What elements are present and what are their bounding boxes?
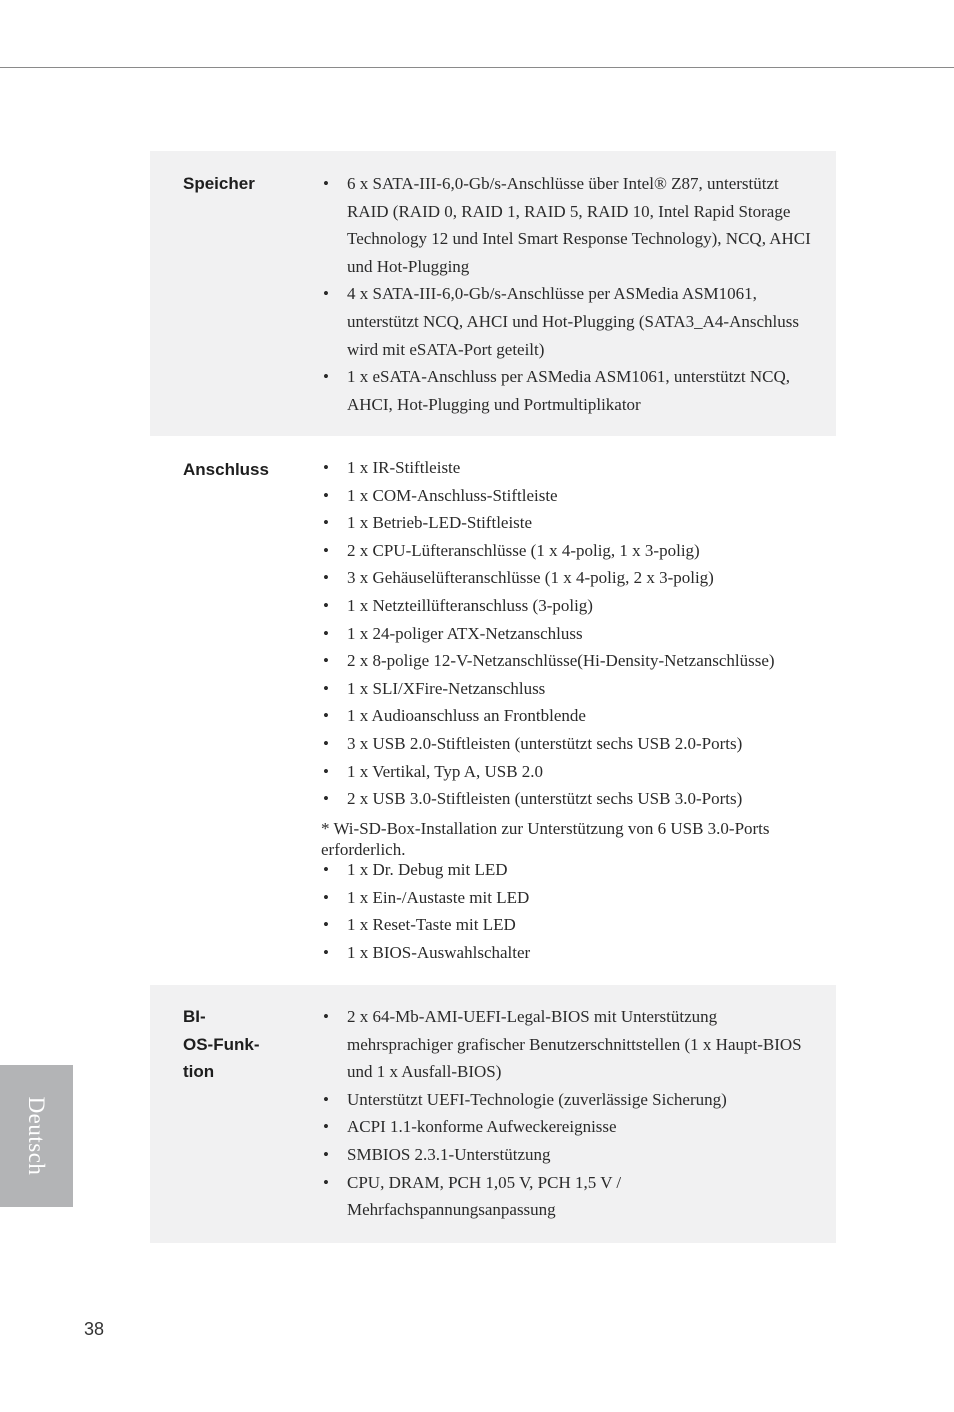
bullet: • — [323, 1172, 329, 1192]
list-item — [321, 1169, 817, 1224]
section-label-line: OS-Funk- — [183, 1034, 260, 1054]
list-item — [321, 363, 817, 418]
bullet: • — [323, 485, 329, 505]
bullet: • — [323, 513, 329, 533]
section-label-speicher: Speicher — [183, 174, 255, 193]
list-item-text: 1 x Netzteillüfteranschluss (3-polig) — [347, 595, 593, 615]
list-item-text: 6 x SATA-III-6,0-Gb/s-Anschlüsse über Intel® Z87, unterstützt RAID (RAID 0, RAID 1, RAID 5, RAID 10, Intel Rapid Storage Technology 12 und Intel Smart Response Technology), NCQ, AHCI und Hot-Plugging — [347, 174, 811, 276]
list-item — [321, 1113, 817, 1141]
list-item — [321, 939, 817, 967]
list-item-text: 3 x Gehäuselüfteranschlüsse (1 x 4-polig, 2 x 3-polig) — [347, 568, 714, 588]
bullet: • — [323, 761, 329, 781]
list-item — [321, 675, 817, 703]
footnote: * Wi-SD-Box-Installation zur Unterstützung von 6 USB 3.0-Ports erforderlich. — [321, 819, 770, 859]
list-item — [321, 280, 817, 363]
list-item-text: 1 x eSATA-Anschluss per ASMedia ASM1061, unterstützt NCQ, AHCI, Hot-Plugging und Portmultiplikator — [347, 367, 790, 414]
list-item-text: 1 x COM-Anschluss-Stiftleiste — [347, 485, 558, 505]
anschluss-list-continued — [321, 856, 817, 966]
list-item-text: 4 x SATA-III-6,0-Gb/s-Anschlüsse per ASMedia ASM1061, unterstützt NCQ, AHCI und Hot-Plugging (SATA3_A4-Anschluss wird mit eSATA-Port geteilt) — [347, 284, 799, 359]
list-item-text: 2 x USB 3.0-Stiftleisten (unterstützt sechs USB 3.0-Ports) — [347, 789, 743, 809]
bullet: • — [323, 458, 329, 477]
list-item — [321, 482, 817, 510]
list-item — [321, 1003, 817, 1086]
bullet: • — [323, 651, 329, 671]
list-item — [321, 884, 817, 912]
section-label-line: tion — [183, 1062, 215, 1081]
bullet: • — [323, 284, 329, 304]
bios-list — [321, 1003, 817, 1224]
bullet: • — [323, 860, 329, 879]
bullet: • — [323, 367, 329, 387]
speicher-list — [321, 170, 817, 418]
anschluss-list — [321, 454, 817, 813]
bullet: • — [323, 595, 329, 615]
list-item-text: 1 x 24-poliger ATX-Netzanschluss — [347, 623, 583, 643]
list-item — [321, 1086, 817, 1114]
list-item-text: 2 x 8-polige 12-V-Netzanschlüsse(Hi-Density-Netzanschlüsse) — [347, 651, 775, 671]
bullet: • — [323, 540, 329, 560]
language-side-tab — [0, 1065, 73, 1207]
bullet: • — [323, 1144, 329, 1164]
section-speicher — [150, 151, 836, 436]
bullet: • — [323, 568, 329, 588]
list-item — [321, 170, 817, 280]
list-item-text: Unterstützt UEFI-Technologie (zuverlässige Sicherung) — [347, 1089, 727, 1109]
list-item-text: 2 x 64-Mb-AMI-UEFI-Legal-BIOS mit Unterstützung mehrsprachiger grafischer Benutzerschnittstellen (1 x Haupt-BIOS und 1 x Ausfall-BIOS) — [347, 1007, 802, 1082]
list-item — [321, 730, 817, 758]
list-item-text: 3 x USB 2.0-Stiftleisten (unterstützt sechs USB 2.0-Ports) — [347, 733, 743, 753]
list-item — [321, 1141, 817, 1169]
bullet: • — [323, 1117, 329, 1137]
list-item — [321, 856, 817, 884]
language-tab-label: Deutsch — [24, 1096, 49, 1176]
section-label-line: BI- — [183, 1007, 206, 1026]
bullet: • — [323, 706, 329, 726]
list-item — [321, 509, 817, 537]
list-item-text: 1 x Betrieb-LED-Stiftleiste — [347, 513, 533, 533]
list-item — [321, 454, 817, 482]
list-item — [321, 592, 817, 620]
list-item-text: 1 x SLI/XFire-Netzanschluss — [347, 678, 546, 698]
bullet: • — [323, 174, 329, 193]
list-item — [321, 564, 817, 592]
list-item-text: 1 x Dr. Debug mit LED — [347, 860, 508, 879]
list-item — [321, 785, 817, 813]
bullet: • — [323, 678, 329, 698]
bullet: • — [323, 733, 329, 753]
list-item-text: 1 x IR-Stiftleiste — [347, 458, 461, 477]
list-item-text: 1 x Reset-Taste mit LED — [347, 915, 516, 935]
page-number: 38 — [84, 1319, 105, 1339]
list-item-text: CPU, DRAM, PCH 1,05 V, PCH 1,5 V / Mehrfachspannungsanpassung — [347, 1172, 622, 1220]
section-anschluss — [150, 436, 836, 985]
list-item-text: 1 x Audioanschluss an Frontblende — [347, 706, 586, 726]
list-item-text: 1 x Ein-/Austaste mit LED — [347, 887, 530, 907]
list-item-text: SMBIOS 2.3.1-Unterstützung — [347, 1144, 551, 1164]
list-item-text: 2 x CPU-Lüfteranschlüsse (1 x 4-polig, 1 x 3-polig) — [347, 540, 700, 560]
list-item — [321, 620, 817, 648]
section-bios — [150, 985, 836, 1243]
bullet: • — [323, 915, 329, 935]
bullet: • — [323, 887, 329, 907]
bullet: • — [323, 1007, 329, 1026]
section-label-anschluss: Anschluss — [183, 460, 269, 479]
list-item — [321, 647, 817, 675]
header-rule — [0, 67, 954, 68]
list-item-text: ACPI 1.1-konforme Aufweckereignisse — [347, 1117, 617, 1137]
bullet: • — [323, 1089, 329, 1109]
list-item-text: 1 x BIOS-Auswahlschalter — [347, 942, 531, 962]
section-label-bios — [183, 1003, 260, 1086]
list-item — [321, 911, 817, 939]
list-item — [321, 537, 817, 565]
list-item-text: 1 x Vertikal, Typ A, USB 2.0 — [347, 761, 544, 781]
bullet: • — [323, 942, 329, 962]
list-item — [321, 758, 817, 786]
bullet: • — [323, 623, 329, 643]
bullet: • — [323, 789, 329, 809]
list-item — [321, 702, 817, 730]
